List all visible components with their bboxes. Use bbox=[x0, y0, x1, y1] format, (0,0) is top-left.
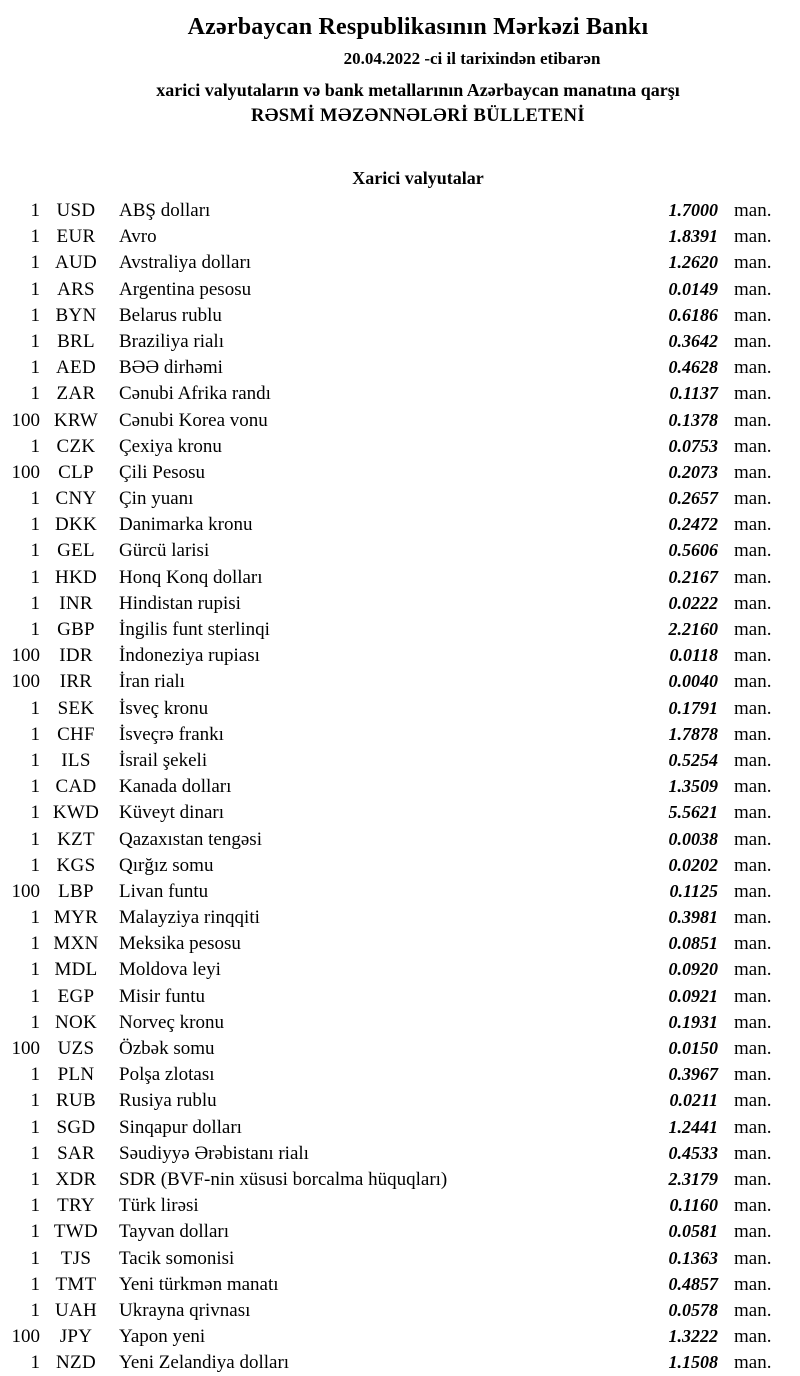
rate-value-cell: 1.7878 bbox=[668, 723, 718, 744]
unit-cell: man. bbox=[734, 959, 772, 981]
currency-code-cell: BYN bbox=[55, 304, 97, 326]
rate-value-cell: 1.1508 bbox=[668, 1352, 718, 1373]
quantity-cell: 100 bbox=[11, 1038, 40, 1059]
currency-name-cell: Moldova leyi bbox=[119, 959, 221, 981]
quantity-cell: 1 bbox=[30, 959, 40, 981]
quantity-cell: 1 bbox=[30, 749, 40, 771]
unit-cell: man. bbox=[734, 723, 772, 745]
rate-row bbox=[0, 878, 770, 904]
currency-name-cell: ABŞ dolları bbox=[119, 200, 211, 221]
unit-cell: man. bbox=[734, 985, 772, 1007]
rate-value-cell: 0.0211 bbox=[669, 1090, 718, 1111]
unit-cell: man. bbox=[734, 1064, 772, 1086]
rate-value-cell: 0.3642 bbox=[668, 330, 718, 351]
currency-code-cell: SGD bbox=[56, 1116, 96, 1138]
rate-value-cell: 2.2160 bbox=[668, 619, 718, 639]
rate-value-cell: 0.0149 bbox=[668, 278, 718, 299]
currency-code-cell: AED bbox=[56, 357, 96, 379]
quantity-cell: 1 bbox=[30, 723, 40, 745]
rate-value-cell: 0.0578 bbox=[668, 1299, 718, 1320]
rate-value-cell: 0.1931 bbox=[668, 1011, 718, 1032]
currency-code-cell: MYR bbox=[53, 907, 99, 929]
rate-value-cell: 0.0118 bbox=[669, 645, 718, 666]
rate-row bbox=[0, 1140, 770, 1166]
rate-value-cell: 0.1378 bbox=[668, 409, 718, 430]
currency-name-cell: Belarus rublu bbox=[119, 304, 222, 326]
quantity-cell: 1 bbox=[30, 278, 40, 300]
currency-code-cell: BRL bbox=[57, 330, 95, 352]
unit-cell: man. bbox=[734, 278, 772, 300]
unit-cell: man. bbox=[734, 1090, 772, 1112]
rate-row bbox=[0, 197, 770, 223]
unit-cell: man. bbox=[734, 461, 772, 483]
currency-name-cell: Türk lirəsi bbox=[119, 1195, 199, 1217]
quantity-cell: 1 bbox=[30, 200, 40, 221]
rate-value-cell: 5.5621 bbox=[668, 802, 718, 823]
rate-row bbox=[0, 1349, 770, 1375]
rate-row bbox=[0, 668, 770, 694]
currency-code-cell: UAH bbox=[54, 1299, 98, 1321]
rate-value-cell: 0.0920 bbox=[668, 959, 718, 980]
currency-code-cell: UZS bbox=[57, 1038, 95, 1059]
rate-row bbox=[0, 1297, 770, 1323]
rate-value-cell: 0.0150 bbox=[668, 1038, 718, 1058]
quantity-cell: 100 bbox=[11, 645, 40, 667]
rate-value-cell: 0.1363 bbox=[668, 1247, 718, 1268]
currency-name-cell: Tacik somonisi bbox=[119, 1247, 235, 1269]
bank-title: Azərbaycan Respublikasının Mərkəzi Bankı bbox=[187, 14, 649, 40]
rate-row bbox=[0, 433, 770, 459]
rate-value-cell: 0.5606 bbox=[668, 540, 718, 561]
currency-name-cell: BƏƏ dirhəmi bbox=[119, 357, 223, 379]
quantity-cell: 1 bbox=[30, 933, 40, 955]
unit-cell: man. bbox=[734, 645, 772, 667]
currency-code-cell: INR bbox=[59, 592, 93, 614]
currency-name-cell: Honq Konq dolları bbox=[119, 566, 263, 588]
rate-value-cell: 1.2441 bbox=[668, 1116, 718, 1137]
currency-code-cell: CLP bbox=[58, 461, 94, 483]
rate-row bbox=[0, 249, 770, 275]
currency-name-cell: Yeni Zelandiya dolları bbox=[119, 1352, 290, 1374]
rate-value-cell: 0.0222 bbox=[668, 592, 718, 613]
unit-cell: man. bbox=[734, 566, 772, 588]
bulletin-header bbox=[0, 12, 800, 128]
quantity-cell: 1 bbox=[30, 828, 40, 850]
currency-name-cell: Sinqapur dolları bbox=[119, 1116, 242, 1138]
rate-value-cell: 0.1137 bbox=[669, 383, 718, 404]
currency-code-cell: IDR bbox=[59, 645, 93, 667]
quantity-cell: 1 bbox=[30, 1064, 40, 1086]
quantity-cell: 1 bbox=[30, 697, 40, 719]
rate-value-cell: 0.0038 bbox=[668, 828, 718, 849]
unit-cell: man. bbox=[734, 880, 772, 902]
quantity-cell: 1 bbox=[30, 1299, 40, 1321]
currency-code-cell: TWD bbox=[53, 1221, 99, 1243]
currency-code-cell: TJS bbox=[60, 1247, 92, 1269]
rate-row bbox=[0, 747, 770, 773]
rate-row bbox=[0, 1035, 770, 1061]
rate-row bbox=[0, 1245, 770, 1271]
currency-name-cell: Hindistan rupisi bbox=[119, 592, 241, 614]
rate-row bbox=[0, 904, 770, 930]
currency-code-cell: NOK bbox=[54, 1011, 98, 1033]
currency-name-cell: Gürcü larisi bbox=[119, 540, 210, 562]
currency-code-cell: SAR bbox=[57, 1142, 95, 1164]
rate-row bbox=[0, 1061, 770, 1087]
currency-code-cell: XDR bbox=[55, 1168, 97, 1190]
quantity-cell: 100 bbox=[11, 880, 40, 902]
currency-name-cell: Braziliya rialı bbox=[119, 330, 224, 352]
rate-value-cell: 0.1160 bbox=[669, 1195, 718, 1216]
rate-row bbox=[0, 1087, 770, 1113]
rate-value-cell: 0.2472 bbox=[668, 514, 718, 535]
rate-row bbox=[0, 1218, 770, 1244]
currency-name-cell: İsveç kronu bbox=[119, 697, 209, 719]
rate-value-cell: 0.1791 bbox=[668, 697, 718, 718]
currency-name-cell: Ukrayna qrivnası bbox=[119, 1299, 251, 1321]
unit-cell: man. bbox=[734, 1352, 772, 1374]
currency-code-cell: GBP bbox=[57, 619, 95, 640]
unit-cell: man. bbox=[734, 776, 772, 798]
currency-code-cell: ILS bbox=[61, 749, 91, 771]
currency-code-cell: MXN bbox=[53, 933, 99, 955]
rate-row bbox=[0, 354, 770, 380]
unit-cell: man. bbox=[734, 854, 772, 876]
quantity-cell: 1 bbox=[30, 488, 40, 510]
unit-cell: man. bbox=[734, 1195, 772, 1217]
currency-code-cell: TMT bbox=[55, 1273, 97, 1295]
rate-row bbox=[0, 773, 770, 799]
currency-code-cell: MDL bbox=[54, 959, 98, 981]
rate-row bbox=[0, 1323, 770, 1349]
quantity-cell: 1 bbox=[30, 1168, 40, 1190]
quantity-cell: 1 bbox=[30, 226, 40, 248]
rate-row bbox=[0, 1114, 770, 1140]
currency-code-cell: RUB bbox=[56, 1090, 96, 1112]
currency-name-cell: Norveç kronu bbox=[119, 1011, 224, 1033]
currency-code-cell: CZK bbox=[56, 435, 96, 457]
rate-row bbox=[0, 407, 770, 433]
unit-cell: man. bbox=[734, 1273, 772, 1295]
rate-value-cell: 0.1125 bbox=[669, 880, 718, 901]
quantity-cell: 1 bbox=[30, 619, 40, 640]
quantity-cell: 1 bbox=[30, 540, 40, 562]
quantity-cell: 1 bbox=[30, 1273, 40, 1295]
unit-cell: man. bbox=[734, 1247, 772, 1269]
currency-code-cell: DKK bbox=[54, 514, 98, 536]
currency-name-cell: İndoneziya rupiası bbox=[119, 645, 260, 667]
currency-name-cell: Livan funtu bbox=[119, 880, 209, 902]
currency-name-cell: Qazaxıstan tengəsi bbox=[119, 828, 262, 850]
rate-row bbox=[0, 590, 770, 616]
currency-code-cell: KRW bbox=[53, 409, 99, 431]
quantity-cell: 100 bbox=[11, 461, 40, 483]
currency-code-cell: CHF bbox=[57, 723, 95, 745]
quantity-cell: 1 bbox=[30, 907, 40, 929]
exchange-rates-table bbox=[0, 197, 800, 1375]
rate-value-cell: 1.8391 bbox=[668, 226, 718, 247]
rate-row bbox=[0, 721, 770, 747]
rate-row bbox=[0, 826, 770, 852]
unit-cell: man. bbox=[734, 330, 772, 352]
currency-name-cell: SDR (BVF-nin xüsusi borcalma hüquqları) bbox=[119, 1168, 448, 1190]
currency-code-cell: EUR bbox=[56, 226, 96, 248]
currency-name-cell: Argentina pesosu bbox=[119, 278, 252, 300]
currency-name-cell: Avro bbox=[119, 226, 157, 248]
rate-row bbox=[0, 223, 770, 249]
rate-value-cell: 0.0581 bbox=[668, 1221, 718, 1242]
rate-value-cell: 0.0921 bbox=[668, 985, 718, 1006]
quantity-cell: 1 bbox=[30, 1116, 40, 1138]
rate-row bbox=[0, 616, 770, 642]
quantity-cell: 1 bbox=[30, 304, 40, 326]
rate-row bbox=[0, 852, 770, 878]
unit-cell: man. bbox=[734, 1116, 772, 1138]
currency-code-cell: GEL bbox=[57, 540, 95, 562]
rate-row bbox=[0, 695, 770, 721]
unit-cell: man. bbox=[734, 933, 772, 955]
quantity-cell: 100 bbox=[11, 409, 40, 431]
quantity-cell: 1 bbox=[30, 435, 40, 457]
rate-value-cell: 0.0753 bbox=[668, 435, 718, 456]
currency-name-cell: Səudiyyə Ərəbistanı rialı bbox=[119, 1142, 309, 1164]
rate-row bbox=[0, 799, 770, 825]
quantity-cell: 1 bbox=[30, 1221, 40, 1243]
rate-row bbox=[0, 302, 770, 328]
rate-value-cell: 0.4533 bbox=[668, 1142, 718, 1163]
rate-value-cell: 0.3981 bbox=[668, 907, 718, 928]
unit-cell: man. bbox=[734, 1142, 772, 1164]
rate-row bbox=[0, 1009, 770, 1035]
currency-name-cell: Avstraliya dolları bbox=[119, 252, 252, 274]
rate-value-cell: 0.2167 bbox=[668, 566, 718, 587]
rate-value-cell: 0.2657 bbox=[668, 488, 718, 509]
unit-cell: man. bbox=[734, 514, 772, 536]
rate-value-cell: 0.0202 bbox=[668, 854, 718, 875]
currency-name-cell: Yeni türkmən manatı bbox=[119, 1273, 279, 1295]
currency-code-cell: KWD bbox=[52, 802, 100, 824]
rate-value-cell: 0.0040 bbox=[668, 671, 718, 692]
quantity-cell: 1 bbox=[30, 985, 40, 1007]
unit-cell: man. bbox=[734, 383, 772, 405]
currency-code-cell: TRY bbox=[57, 1195, 95, 1217]
rate-row bbox=[0, 1271, 770, 1297]
currency-name-cell: Kanada dolları bbox=[119, 776, 232, 798]
unit-cell: man. bbox=[734, 671, 772, 693]
unit-cell: man. bbox=[734, 226, 772, 248]
unit-cell: man. bbox=[734, 1326, 772, 1348]
section-title-foreign-currencies: Xarici valyutalar bbox=[352, 168, 484, 188]
currency-name-cell: Danimarka kronu bbox=[119, 514, 253, 536]
unit-cell: man. bbox=[734, 488, 772, 510]
rate-row bbox=[0, 1192, 770, 1218]
currency-name-cell: Çin yuanı bbox=[119, 488, 194, 510]
unit-cell: man. bbox=[734, 1011, 772, 1033]
rate-row bbox=[0, 1166, 770, 1192]
unit-cell: man. bbox=[734, 357, 772, 379]
quantity-cell: 1 bbox=[30, 1090, 40, 1112]
rate-value-cell: 1.3222 bbox=[668, 1326, 718, 1347]
quantity-cell: 1 bbox=[30, 802, 40, 824]
unit-cell: man. bbox=[734, 592, 772, 614]
currency-name-cell: Meksika pesosu bbox=[119, 933, 241, 955]
rate-value-cell: 0.6186 bbox=[668, 304, 718, 325]
rate-row bbox=[0, 459, 770, 485]
currency-code-cell: EGP bbox=[57, 985, 95, 1007]
rate-row bbox=[0, 956, 770, 982]
currency-name-cell: Rusiya rublu bbox=[119, 1090, 217, 1112]
rate-value-cell: 0.2073 bbox=[668, 461, 718, 482]
currency-code-cell: IRR bbox=[59, 671, 93, 693]
currency-code-cell: KGS bbox=[56, 854, 96, 876]
quantity-cell: 1 bbox=[30, 776, 40, 798]
rate-value-cell: 1.7000 bbox=[668, 200, 718, 220]
currency-name-cell: Çexiya kronu bbox=[119, 435, 222, 457]
rate-value-cell: 0.5254 bbox=[668, 749, 718, 770]
unit-cell: man. bbox=[734, 907, 772, 929]
currency-name-cell: Polşa zlotası bbox=[119, 1064, 215, 1086]
rate-row bbox=[0, 537, 770, 563]
unit-cell: man. bbox=[734, 697, 772, 719]
currency-code-cell: PLN bbox=[57, 1064, 95, 1086]
quantity-cell: 1 bbox=[30, 1352, 40, 1374]
rate-row bbox=[0, 328, 770, 354]
currency-name-cell: İran rialı bbox=[119, 671, 185, 693]
rate-value-cell: 0.4628 bbox=[668, 357, 718, 378]
unit-cell: man. bbox=[734, 828, 772, 850]
currency-code-cell: ZAR bbox=[56, 383, 96, 405]
quantity-cell: 1 bbox=[30, 1011, 40, 1033]
quantity-cell: 1 bbox=[30, 514, 40, 536]
rate-row bbox=[0, 564, 770, 590]
unit-cell: man. bbox=[734, 749, 772, 771]
quantity-cell: 1 bbox=[30, 330, 40, 352]
currency-name-cell: Tayvan dolları bbox=[119, 1221, 229, 1243]
quantity-cell: 1 bbox=[30, 1247, 40, 1269]
quantity-cell: 1 bbox=[30, 566, 40, 588]
unit-cell: man. bbox=[734, 252, 772, 274]
currency-code-cell: KZT bbox=[57, 828, 95, 850]
currency-code-cell: NZD bbox=[56, 1352, 96, 1374]
rate-row bbox=[0, 642, 770, 668]
unit-cell: man. bbox=[734, 200, 772, 221]
rate-value-cell: 2.3179 bbox=[668, 1168, 718, 1189]
quantity-cell: 1 bbox=[30, 854, 40, 876]
currency-code-cell: AUD bbox=[54, 252, 98, 274]
quantity-cell: 1 bbox=[30, 1142, 40, 1164]
currency-name-cell: Çili Pesosu bbox=[119, 461, 206, 483]
unit-cell: man. bbox=[734, 409, 772, 431]
unit-cell: man. bbox=[734, 540, 772, 562]
currency-code-cell: LBP bbox=[58, 880, 94, 902]
quantity-cell: 1 bbox=[30, 252, 40, 274]
rate-row bbox=[0, 511, 770, 537]
currency-code-cell: HKD bbox=[54, 566, 98, 588]
rate-value-cell: 0.3967 bbox=[668, 1064, 718, 1085]
unit-cell: man. bbox=[734, 619, 772, 640]
rate-row bbox=[0, 485, 770, 511]
currency-name-cell: Misir funtu bbox=[119, 985, 206, 1007]
unit-cell: man. bbox=[734, 1168, 772, 1190]
currency-name-cell: Küveyt dinarı bbox=[119, 802, 225, 824]
rate-row bbox=[0, 380, 770, 406]
quantity-cell: 1 bbox=[30, 383, 40, 405]
unit-cell: man. bbox=[734, 1038, 772, 1059]
currency-name-cell: Özbək somu bbox=[119, 1038, 215, 1059]
currency-name-cell: İngilis funt sterlinqi bbox=[119, 619, 270, 640]
currency-code-cell: USD bbox=[56, 200, 96, 221]
rate-value-cell: 0.4857 bbox=[668, 1273, 718, 1294]
quantity-cell: 100 bbox=[11, 671, 40, 693]
unit-cell: man. bbox=[734, 1221, 772, 1243]
rate-row bbox=[0, 930, 770, 956]
rate-value-cell: 1.3509 bbox=[668, 776, 718, 797]
bulletin-title: RƏSMİ MƏZƏNNƏLƏRİ BÜLLETENİ bbox=[250, 106, 586, 126]
currency-code-cell: JPY bbox=[59, 1326, 93, 1348]
subtitle-line: xarici valyutaların və bank metallarının Azərbaycan manatına qarşı bbox=[156, 80, 680, 100]
currency-name-cell: Malayziya rinqqiti bbox=[119, 907, 260, 929]
currency-name-cell: İsrail şekeli bbox=[119, 749, 208, 771]
currency-code-cell: CAD bbox=[55, 776, 97, 798]
quantity-cell: 1 bbox=[30, 1195, 40, 1217]
unit-cell: man. bbox=[734, 1299, 772, 1321]
unit-cell: man. bbox=[734, 802, 772, 824]
unit-cell: man. bbox=[734, 435, 772, 457]
currency-name-cell: Qırğız somu bbox=[119, 854, 214, 876]
currency-name-cell: İsveçrə frankı bbox=[119, 723, 224, 745]
rate-row bbox=[0, 983, 770, 1009]
currency-name-cell: Cənubi Afrika randı bbox=[119, 383, 271, 405]
currency-code-cell: SEK bbox=[57, 697, 95, 719]
currency-name-cell: Yapon yeni bbox=[119, 1326, 206, 1348]
quantity-cell: 1 bbox=[30, 357, 40, 379]
rate-row bbox=[0, 276, 770, 302]
quantity-cell: 1 bbox=[30, 592, 40, 614]
rate-value-cell: 1.2620 bbox=[668, 252, 718, 273]
unit-cell: man. bbox=[734, 304, 772, 326]
rate-value-cell: 0.0851 bbox=[668, 933, 718, 954]
effective-date-line: 20.04.2022 -ci il tarixindən etibarən bbox=[343, 49, 601, 68]
currency-name-cell: Cənubi Korea vonu bbox=[119, 409, 268, 431]
currency-code-cell: CNY bbox=[55, 488, 97, 510]
currency-code-cell: ARS bbox=[57, 278, 95, 300]
quantity-cell: 100 bbox=[11, 1326, 40, 1348]
